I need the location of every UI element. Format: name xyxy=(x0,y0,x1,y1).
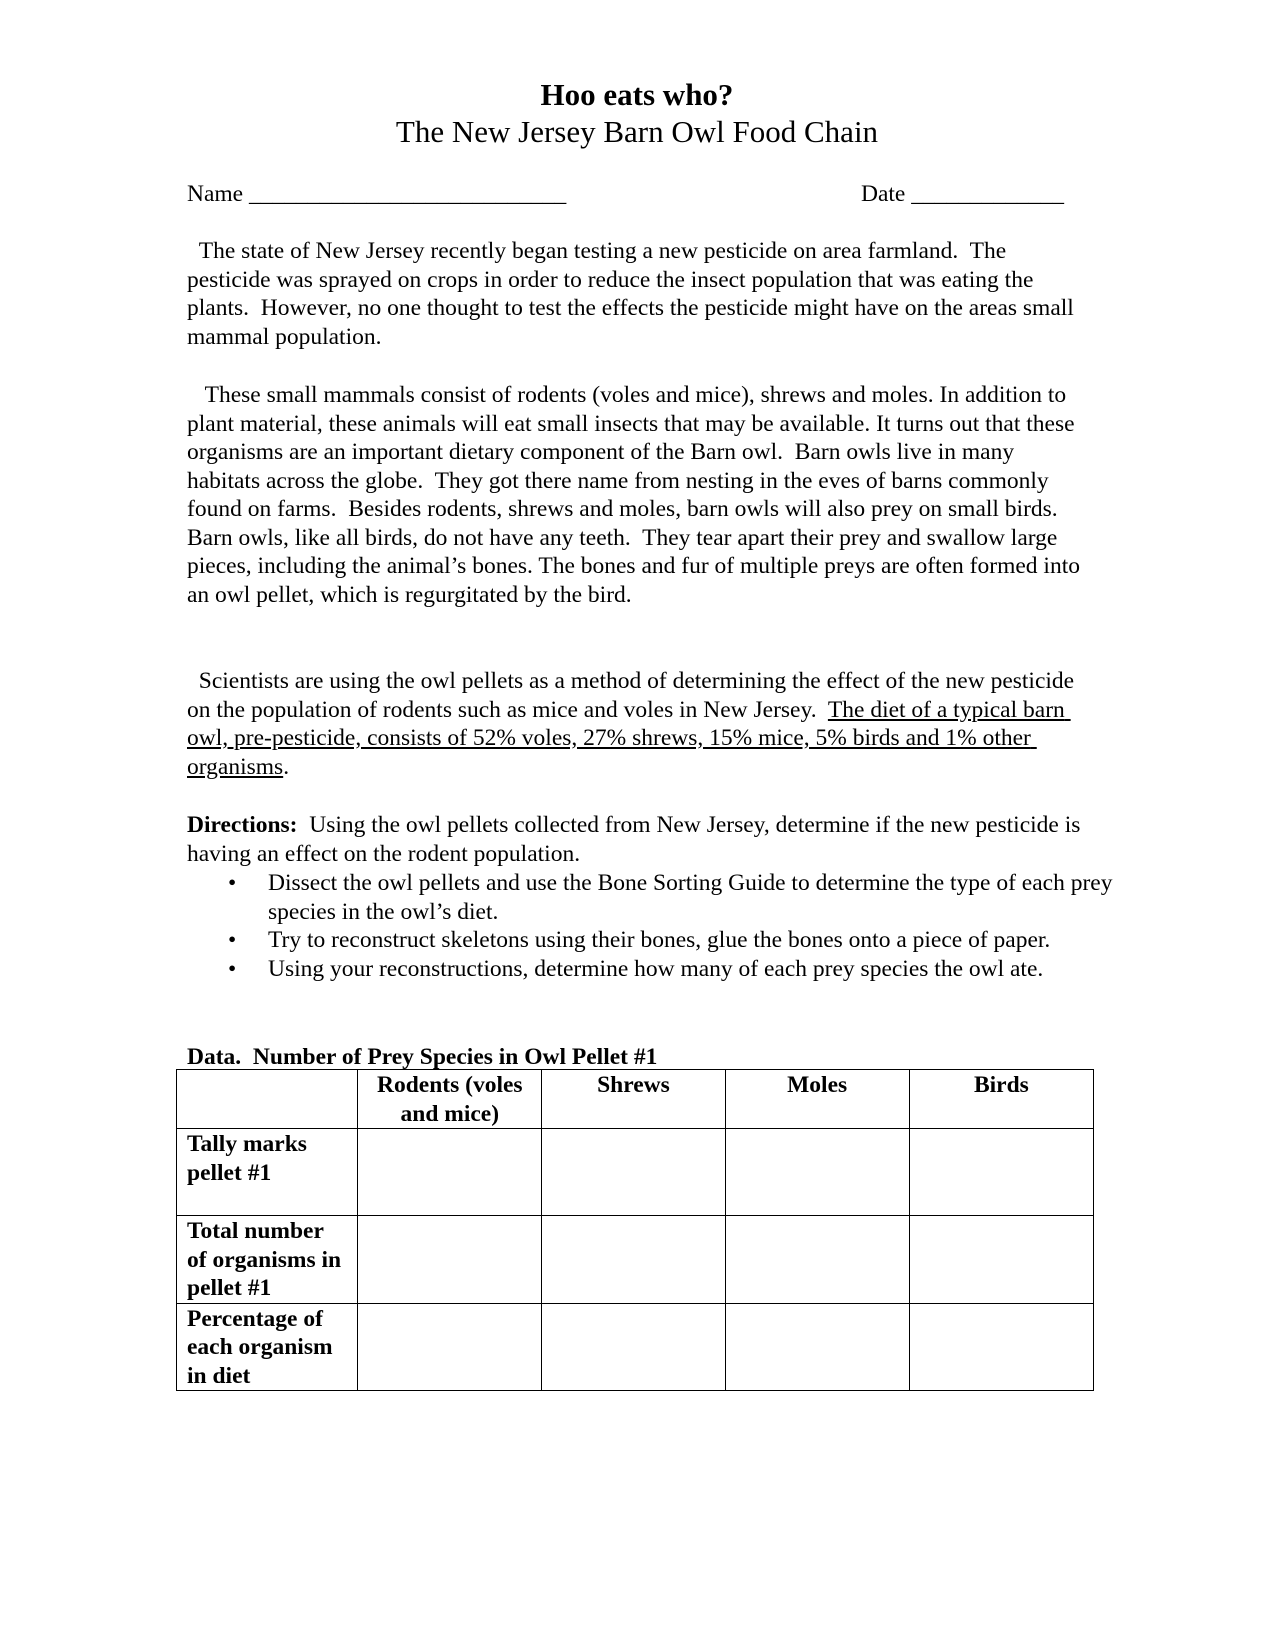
list-item xyxy=(228,869,1132,926)
answer-cell[interactable] xyxy=(909,1129,1093,1216)
scientists-paragraph-end: . xyxy=(283,753,290,780)
list-item-text: Dissect the owl pellets and use the Bone Sorting Guide to determine the type of each prey species in the owl’s diet. xyxy=(268,870,1113,925)
answer-cell[interactable] xyxy=(542,1303,725,1391)
scientists-text: Scientists are using the owl pellets as a method of determining the effect of the new pesticide on the population of rodents such as mice and voles in New Jersey. xyxy=(187,668,1080,723)
answer-cell[interactable] xyxy=(725,1303,909,1391)
list-item xyxy=(228,955,1132,984)
header-cell-shrews: Shrews xyxy=(542,1070,725,1129)
date-field[interactable]: Date _____________ xyxy=(861,181,1064,207)
answer-cell[interactable] xyxy=(542,1216,725,1304)
typical-diet-statement: The diet of a typical barn owl, pre-pesticide, consists of 52% voles, 27% shrews, 15% mice, 5% birds and 1% other organisms xyxy=(187,696,1071,780)
table-row xyxy=(177,1216,1094,1304)
answer-cell[interactable] xyxy=(909,1216,1093,1304)
answer-cell[interactable] xyxy=(358,1129,542,1216)
directions-paragraph xyxy=(187,811,1087,868)
worksheet-title: Hoo eats who? xyxy=(540,77,734,112)
table-row xyxy=(177,1303,1094,1391)
header-cell-rodents: Rodents (voles and mice) xyxy=(358,1070,542,1129)
directions-label: Directions: xyxy=(187,812,298,838)
row-label-percentage: Percentage of each organism in diet xyxy=(177,1303,358,1391)
table-row xyxy=(177,1129,1094,1216)
answer-cell[interactable] xyxy=(542,1129,725,1216)
list-item-text: Using your reconstructions, determine how many of each prey species the owl ate. xyxy=(268,955,1044,982)
answer-cell[interactable] xyxy=(725,1129,909,1216)
scientists-paragraph xyxy=(187,667,1087,781)
row-label-total: Total number of organisms in pellet #1 xyxy=(177,1216,358,1304)
data-table-caption: Data. Number of Prey Species in Owl Pellet #1 xyxy=(187,1044,658,1070)
answer-cell[interactable] xyxy=(909,1303,1093,1391)
header-cell-blank xyxy=(177,1070,358,1129)
bullet-icon: • xyxy=(228,927,237,953)
table-header-row xyxy=(177,1070,1094,1129)
list-item xyxy=(228,926,1132,955)
name-field[interactable]: Name ___________________________ xyxy=(187,181,567,207)
directions-list xyxy=(223,869,1132,983)
worksheet-subtitle: The New Jersey Barn Owl Food Chain xyxy=(395,114,879,149)
header-cell-birds: Birds xyxy=(909,1070,1093,1129)
directions-text: Using the owl pellets collected from New Jersey, determine if the new pesticide is having an effect on the rodent population. xyxy=(187,812,1087,867)
bullet-icon: • xyxy=(228,955,237,982)
small-mammals-paragraph: These small mammals consist of rodents (voles and mice), shrews and moles. In addition to plant material, these animals will eat small insects that may be available. It turns out that these organisms are an important dietary component of the Barn owl. Barn owls live in many habitats across the globe. They got there name from nesting in the eves of barns commonly found on farms. Besides rodents, shrews and moles, barn owls will also prey on small birds. Barn owls, like all birds, do not have any teeth. They tear apart their prey and swallow large pieces, including the animal’s bones. The bones and fur of multiple preys are often formed into an owl pellet, which is regurgitated by the bird. xyxy=(187,382,1086,608)
intro-paragraph: The state of New Jersey recently began testing a new pesticide on area farmland. The pesticide was sprayed on crops in order to reduce the insect population that was eating the plants. However, no one thought to test the effects the pesticide might have on the areas small mammal population. xyxy=(187,238,1080,350)
answer-cell[interactable] xyxy=(358,1303,542,1391)
row-label-tally: Tally marks pellet #1 xyxy=(177,1129,358,1216)
header-cell-moles: Moles xyxy=(725,1070,909,1129)
answer-cell[interactable] xyxy=(358,1216,542,1304)
bullet-icon: • xyxy=(228,870,237,896)
answer-cell[interactable] xyxy=(725,1216,909,1304)
prey-species-table xyxy=(176,1069,1094,1391)
list-item-text: Try to reconstruct skeletons using their bones, glue the bones onto a piece of paper. xyxy=(268,927,1051,953)
